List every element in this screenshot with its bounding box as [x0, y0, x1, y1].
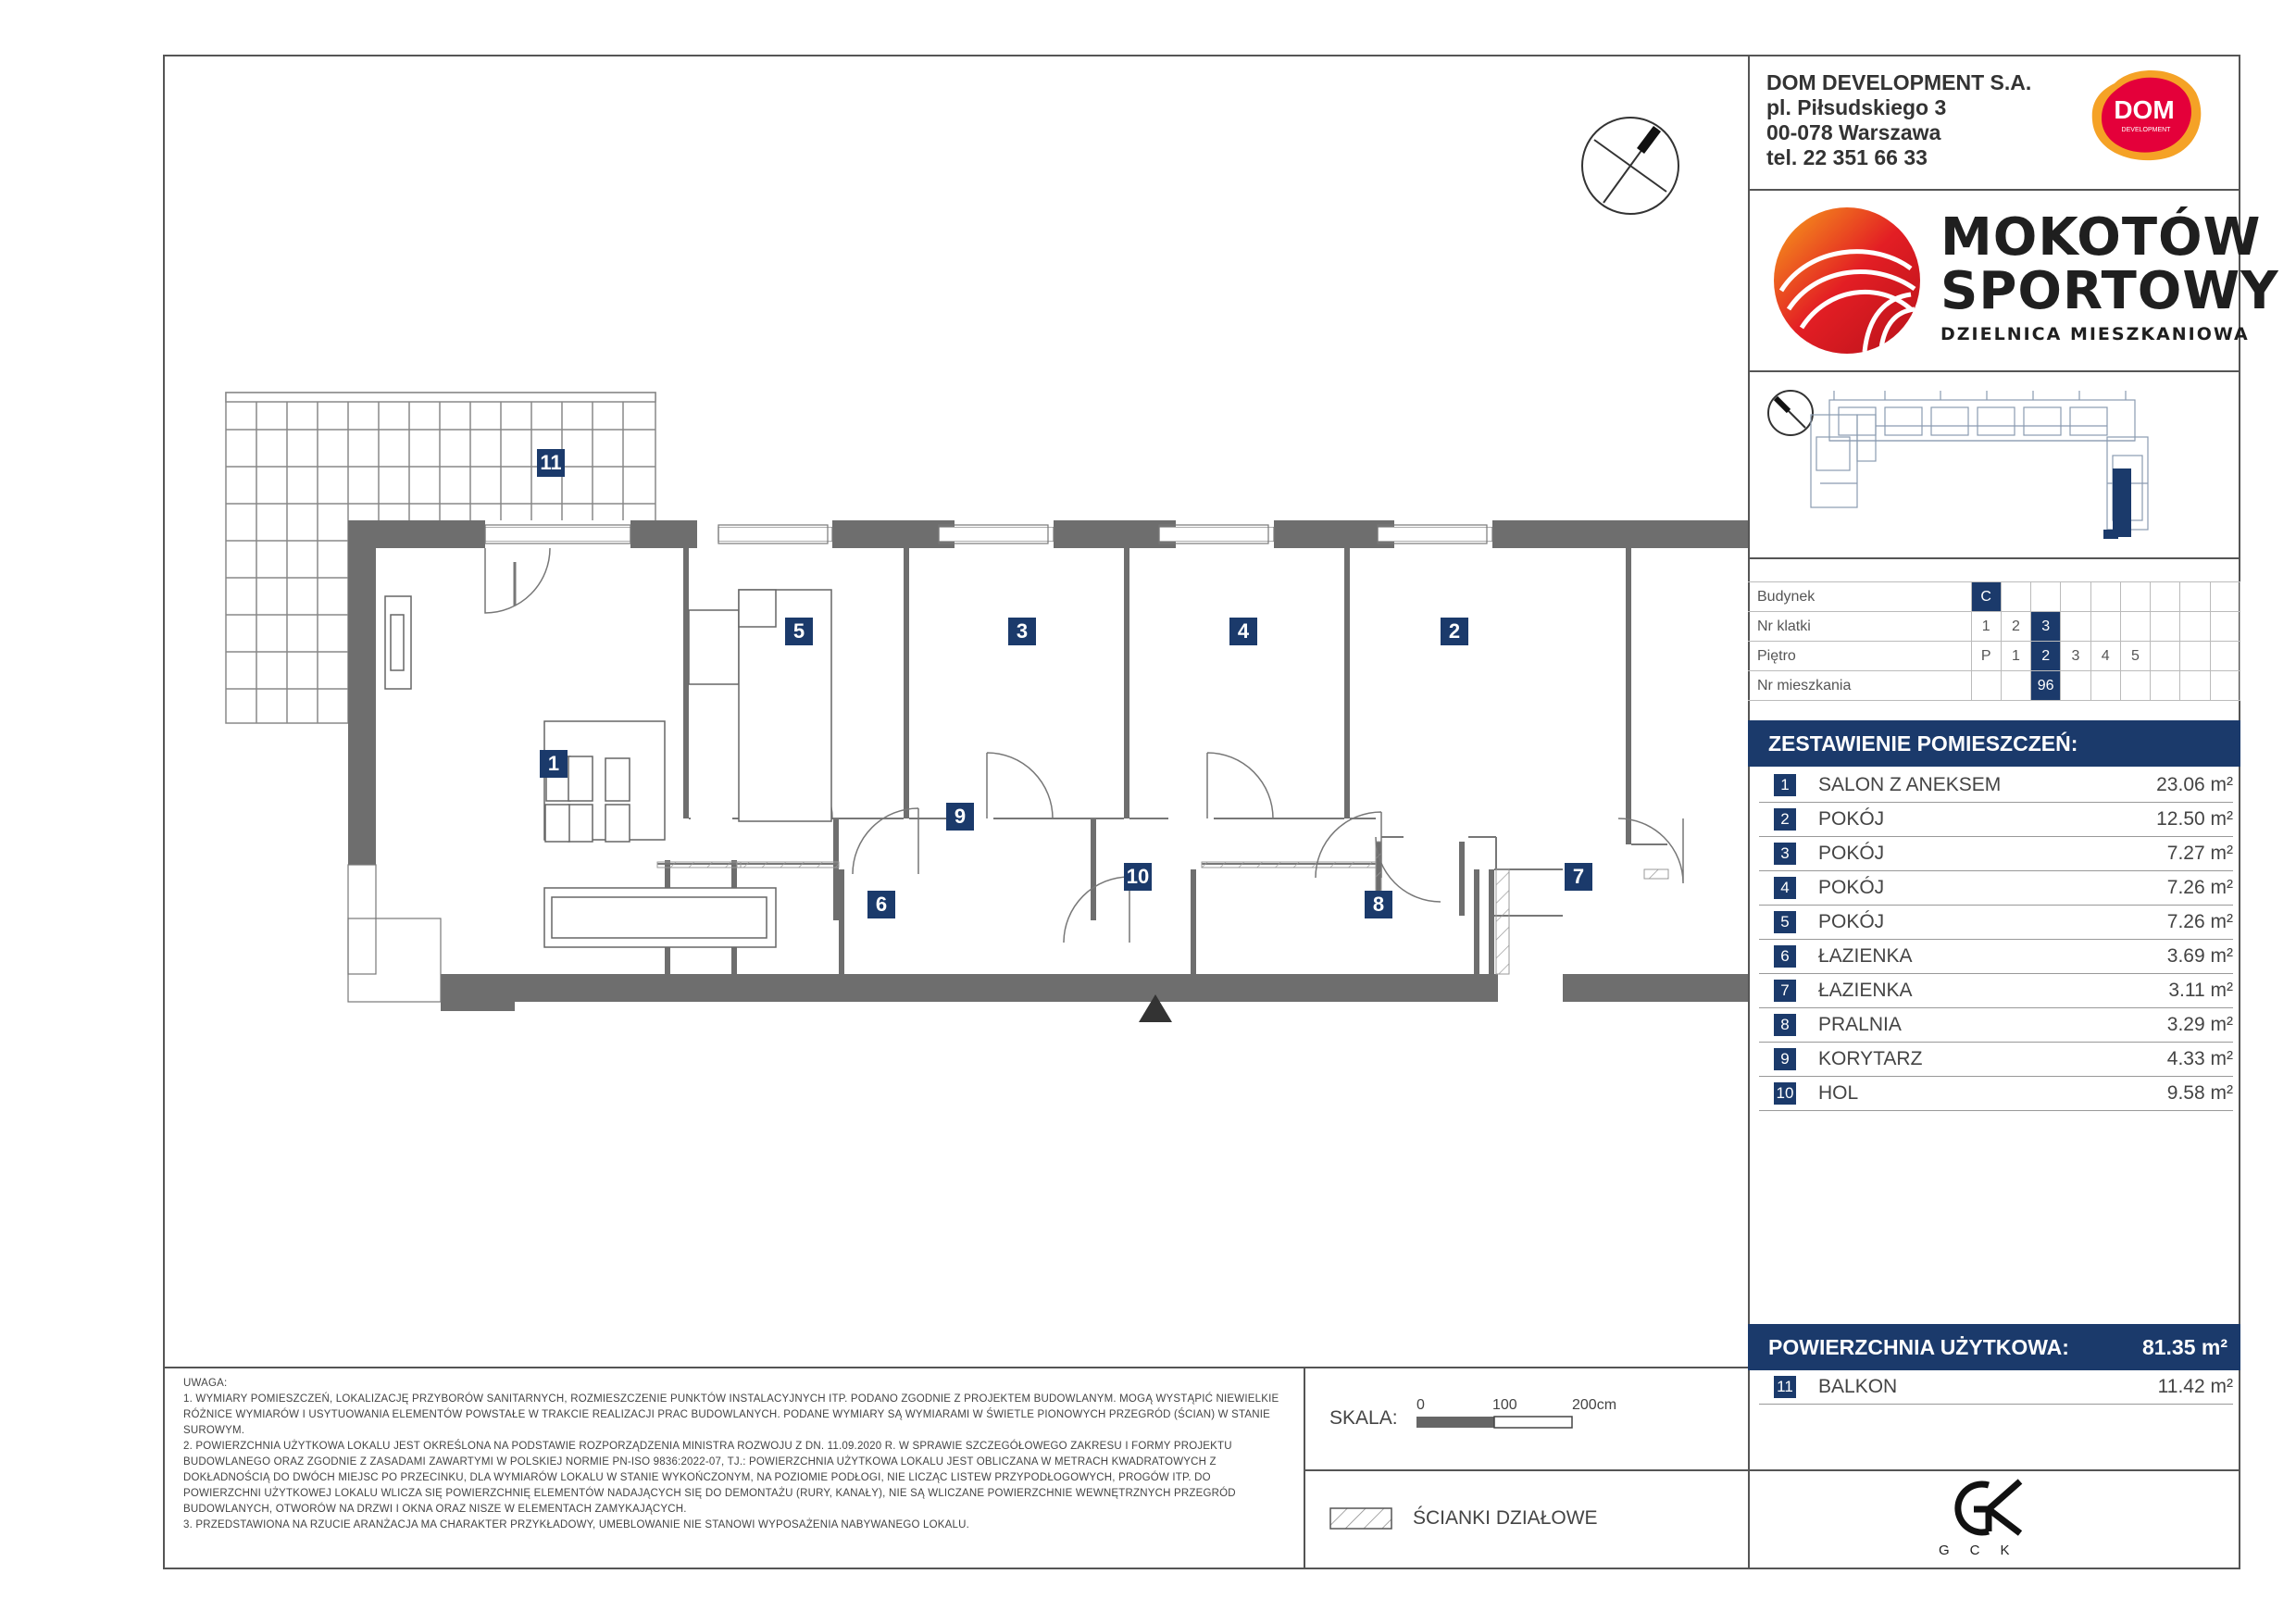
cell: [2151, 642, 2180, 671]
company-name: DOM DEVELOPMENT S.A.: [1766, 70, 2032, 94]
entrance-arrow-icon: [1137, 993, 1174, 1026]
note-item: 3. PRZEDSTAWIONA NA RZUCIE ARANŻACJA MA CHARAKTER PRZYKŁADOWY, UMEBLOWANIE NIE STANOWI WYPOSAŻENIA NABYWANEGO LOKALU.: [183, 1519, 969, 1530]
room-number: 10: [1774, 1082, 1796, 1105]
scale-tick-0: 0: [1416, 1397, 1425, 1413]
room-row: [1759, 871, 2233, 906]
cell: [2151, 671, 2180, 701]
room-row: [1759, 837, 2233, 871]
cell: [2031, 582, 2061, 612]
room-number: 2: [1774, 808, 1796, 831]
scale-tick-200: 200cm: [1572, 1397, 1617, 1413]
summary-header: [1748, 720, 2240, 767]
cell: [2180, 582, 2210, 612]
room-row: [1759, 768, 2233, 803]
cell: 1: [2001, 642, 2030, 671]
cell: 1: [1971, 612, 2001, 642]
cell: [2090, 582, 2120, 612]
room-name: ŁAZIENKA: [1818, 945, 1913, 967]
total-area-value: 81.35 m²: [2141, 1334, 2227, 1359]
cell: [2120, 582, 2150, 612]
cell: 4: [2090, 642, 2120, 671]
plan-label-6: 6: [867, 891, 895, 918]
gck-letters: GCK: [1939, 1543, 2030, 1558]
room-row: [1759, 906, 2233, 940]
room-name: POKÓJ: [1818, 843, 1885, 864]
plan-label-9: 9: [946, 803, 974, 831]
plan-label-3: 3: [1008, 618, 1036, 645]
room-name: ŁAZIENKA: [1818, 980, 1913, 1001]
cell: 3: [2031, 612, 2061, 642]
key-plan: [1755, 381, 2237, 548]
plan-label-7: 7: [1565, 863, 1592, 891]
north-arrow-icon: [1582, 118, 1678, 214]
plan-label-10: 10: [1124, 863, 1152, 891]
cell: [2180, 612, 2210, 642]
brand-line-1: MOKOTÓW: [1940, 207, 2262, 268]
room-name: HOL: [1818, 1082, 1859, 1104]
company-phone: tel. 22 351 66 33: [1766, 145, 1928, 169]
cell: [2180, 671, 2210, 701]
room-area: 7.26 m²: [2166, 877, 2233, 898]
room-area: 3.69 m²: [2166, 945, 2233, 967]
room-row: [1759, 940, 2233, 974]
cell: [2210, 671, 2240, 701]
room-row: [1759, 803, 2233, 837]
floor-plan: [163, 55, 1748, 1351]
company-city: 00-078 Warszawa: [1766, 120, 1941, 144]
cell: [2210, 582, 2240, 612]
cell: [1971, 671, 2001, 701]
cell: [2151, 582, 2180, 612]
room-name: SALON Z ANEKSEM: [1818, 774, 2002, 795]
room-area: 3.11 m²: [2168, 980, 2233, 1001]
plan-label-8: 8: [1365, 891, 1392, 918]
cell: [2001, 671, 2030, 701]
brand-line-2: SPORTOWY: [1940, 261, 2279, 321]
total-area-label: POWIERZCHNIA UŻYTKOWA:: [1768, 1334, 2069, 1359]
cell: [2090, 612, 2120, 642]
mokotow-sportowy-logo: [1772, 206, 1922, 356]
room-area: 11.42 m²: [2157, 1376, 2233, 1397]
label-budynek: Budynek: [1748, 582, 1971, 612]
cell: 96: [2031, 671, 2061, 701]
label-nr-mieszkania: Nr mieszkania: [1748, 671, 1971, 701]
cell: [2090, 671, 2120, 701]
room-area: 7.27 m²: [2166, 843, 2233, 864]
note-item: 1. WYMIARY POMIESZCZEŃ, LOKALIZACJĘ PRZYBORÓW SANITARNYCH, ROZMIESZCZENIE PUNKTÓW INSTALACYJNYCH ITP. PODANO ZGODNIE Z PROJEKTEM BUDOWLANYM. MOGĄ WYSTĄPIĆ NIEWIELKIE RÓŻNICE WYMIARÓW I USYTUOWANIA ELEMENTÓW POWSTAŁE W TRAKCIE REALIZACJI PRAC BUDOWLANYCH. PODANE WYMIARY SĄ WYMIARAMI W ŚWIETLE PIONOWYCH PRZEGRÓD (ŚCIAN) W STANIE SUROWYM.: [183, 1393, 1279, 1436]
cell: [2151, 612, 2180, 642]
balcony-row: [1759, 1370, 2233, 1405]
room-number: 5: [1774, 911, 1796, 933]
summary-title: ZESTAWIENIE POMIESZCZEŃ:: [1768, 731, 2078, 756]
plan-label-11: 11: [537, 449, 565, 477]
room-name: POKÓJ: [1818, 911, 1885, 932]
plan-label-4: 4: [1229, 618, 1257, 645]
room-name: KORYTARZ: [1818, 1048, 1923, 1069]
room-number: 6: [1774, 945, 1796, 968]
plan-label-2: 2: [1441, 618, 1468, 645]
unit-info-table: [1748, 581, 2240, 701]
room-name: BALKON: [1818, 1376, 1898, 1397]
room-area: 7.26 m²: [2166, 911, 2233, 932]
notes-heading: UWAGA:: [183, 1378, 228, 1389]
cell: 5: [2120, 642, 2150, 671]
room-area: 4.33 m²: [2166, 1048, 2233, 1069]
room-area: 12.50 m²: [2156, 808, 2233, 830]
room-area: 3.29 m²: [2166, 1014, 2233, 1035]
partition-legend-swatch: [1329, 1507, 1394, 1530]
room-area: 23.06 m²: [2156, 774, 2233, 795]
brand-title: [1940, 207, 2279, 321]
cell: 2: [2031, 642, 2061, 671]
total-area-band: [1748, 1324, 2240, 1370]
scale-label: SKALA:: [1329, 1407, 1398, 1429]
plan-label-5: 5: [785, 618, 813, 645]
room-row: [1759, 1043, 2233, 1077]
cell: 3: [2061, 642, 2090, 671]
scale-bar: [1413, 1394, 1635, 1435]
room-number: 4: [1774, 877, 1796, 899]
key-plan-north-icon: [1768, 391, 1813, 435]
dom-logo-subtext: DEVELOPMENT: [2121, 127, 2171, 133]
dom-logo-text: DOM: [2114, 95, 2175, 124]
room-number: 8: [1774, 1014, 1796, 1036]
cell: [2001, 582, 2030, 612]
cell: C: [1971, 582, 2001, 612]
room-number: 1: [1774, 774, 1796, 796]
label-nr-klatki: Nr klatki: [1748, 612, 1971, 642]
plan-label-1: 1: [540, 750, 568, 778]
cell: [2210, 612, 2240, 642]
cell: 2: [2001, 612, 2030, 642]
label-pietro: Piętro: [1748, 642, 1971, 671]
cell: [2061, 671, 2090, 701]
room-name: PRALNIA: [1818, 1014, 1902, 1035]
partition-legend-label: ŚCIANKI DZIAŁOWE: [1413, 1507, 1598, 1529]
room-number: 7: [1774, 980, 1796, 1002]
dom-development-logo: [2087, 65, 2207, 165]
cell: P: [1971, 642, 2001, 671]
note-item: 2. POWIERZCHNIA UŻYTKOWA LOKALU JEST OKREŚLONA NA PODSTAWIE ROZPORZĄDZENIA MINISTRA ROZWOJU Z DN. 11.09.2020 R. W SPRAWIE SZCZEGÓŁOWEGO ZAKRESU I FORMY PROJEKTU BUDOWLANEGO ORAZ ZGODNIE Z ZASADAMI ZAWARTYMI W POLSKIEJ NORMIE PN-ISO 9836:2022-07, TJ.: POWIERZCHNIA UŻYTKOWA LOKALU JEST OBLICZANA W METRACH KWADRATOWYCH Z DOKŁADNOŚCIĄ DO DWÓCH MIEJSC PO PRZECINKU, DLA WYMIARÓW LOKALU W STANIE WYKOŃCZONYM, NA POZIOMIE PODŁOGI, NIE LICZĄC LISTEW PRZYPODŁOGOWYCH, PROGÓW ITP. DO POWIERZCHNI UŻYTKOWEJ LOKALU WLICZA SIĘ POWIERZCHNIĘ ELEMENTÓW NADAJĄCYCH SIĘ DO DEMONTAŻU (RURY, KANAŁY), NIE SĄ WLICZANE POWIERZCHNIE WEWNĘTRZNYCH PRZEGRÓD BUDOWLANYCH, OTWORÓW NA DRZWI I OKNA ORAZ NISZE W ELEMENTACH ZAMYKAJĄCYCH.: [183, 1441, 1236, 1515]
room-number: 9: [1774, 1048, 1796, 1070]
room-row: [1759, 974, 2233, 1008]
gck-logo: [1946, 1478, 2035, 1539]
room-name: POKÓJ: [1818, 808, 1885, 830]
balcony-list: [1759, 1370, 2233, 1405]
cell: [2061, 612, 2090, 642]
room-area: 9.58 m²: [2166, 1082, 2233, 1104]
brand-subtitle: DZIELNICA MIESZKANIOWA: [1940, 324, 2250, 344]
room-row: [1759, 1008, 2233, 1043]
cell: [2061, 582, 2090, 612]
cell: [2210, 642, 2240, 671]
room-row: [1759, 1077, 2233, 1111]
cell: [2180, 642, 2210, 671]
room-number: 11: [1774, 1376, 1796, 1398]
cell: [2120, 612, 2150, 642]
scale-tick-100: 100: [1492, 1397, 1517, 1413]
room-list: [1759, 768, 2233, 1111]
company-street: pl. Piłsudskiego 3: [1766, 95, 1947, 119]
cell: [2120, 671, 2150, 701]
notes: [183, 1376, 1291, 1533]
company-address: [1766, 70, 2031, 170]
room-number: 3: [1774, 843, 1796, 865]
room-name: POKÓJ: [1818, 877, 1885, 898]
